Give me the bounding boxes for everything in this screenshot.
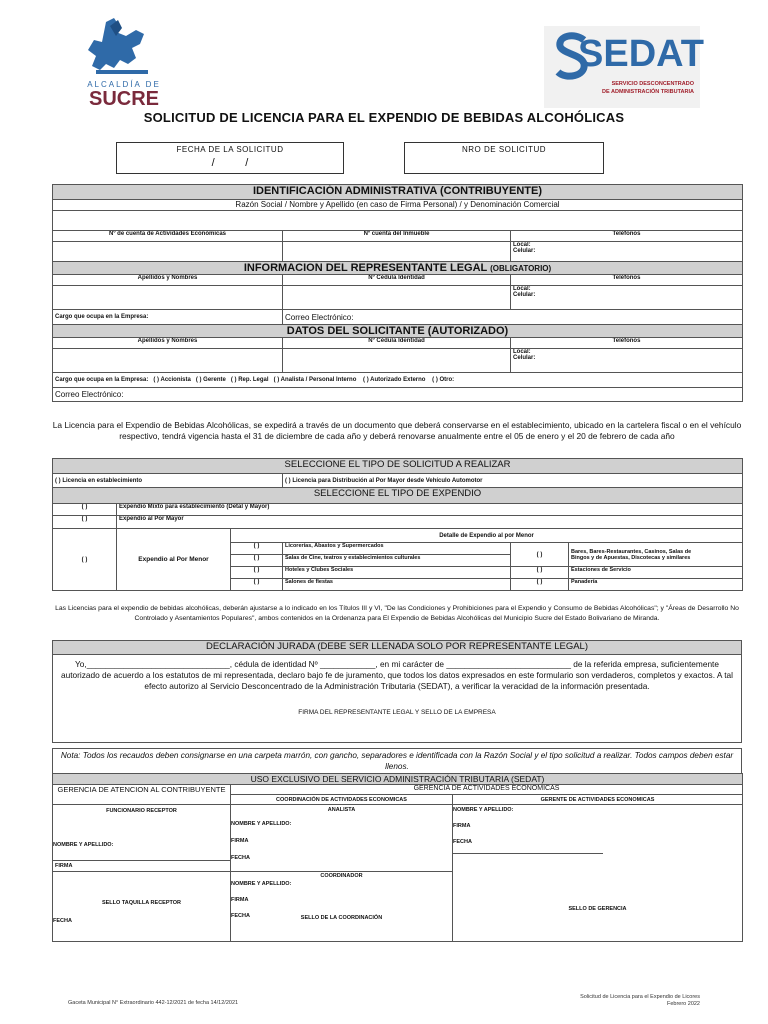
- fecha-value: / /: [211, 157, 249, 169]
- sol-apellidos-label: Apellidos y Nombres: [53, 338, 283, 349]
- rep-cedula-field[interactable]: [283, 286, 511, 310]
- salones-checkbox[interactable]: ( ): [231, 579, 283, 591]
- coordinador-cell[interactable]: [231, 872, 453, 942]
- sello-gerencia-label: SELLO DE GERENCIA: [568, 906, 627, 912]
- sec1-header: IDENTIFICACIÓN ADMINISTRATIVA (CONTRIBUYENTE): [53, 185, 743, 200]
- cuenta-eco-label: Nº de cuenta de Actividades Económicas: [53, 231, 283, 242]
- cargo-otro-option[interactable]: ( ) Otro:: [432, 377, 455, 383]
- logo-text-bottom: SUCRE: [88, 88, 159, 110]
- cargo-autorizado-option[interactable]: ( ) Autorizado Externo: [363, 377, 426, 383]
- estaciones-label: Estaciones de Servicio: [569, 567, 743, 579]
- cargo-accionista-option[interactable]: ( ) Accionista: [153, 377, 191, 383]
- sec7-header: USO EXCLUSIVO DEL SERVICIO ADMINISTRACIÓN TRIBUTARIA (SEDAT): [53, 774, 743, 785]
- licencia-establecimiento-option[interactable]: ( ) Licencia en establecimiento: [53, 474, 283, 488]
- mixto-label: Expendio Mixto para establecimiento (Detal y Mayor): [117, 504, 743, 516]
- sol-local-label: Local:: [513, 349, 531, 355]
- nro-solicitud-label: NRO DE SOLICITUD: [461, 145, 546, 154]
- mixto-checkbox[interactable]: ( ): [53, 504, 117, 516]
- rep-local-label: Local:: [513, 286, 531, 292]
- analista-nombre-label: NOMBRE Y APELLIDO:: [231, 821, 292, 827]
- rep-telefonos-label: Teléfonos: [511, 275, 743, 286]
- coordinador-firma-label: FIRMA: [231, 897, 249, 903]
- sol-correo-field[interactable]: Correo Electrónico:: [53, 388, 743, 402]
- estaciones-checkbox[interactable]: ( ): [511, 567, 569, 579]
- cuenta-eco-field[interactable]: [53, 242, 283, 262]
- sol-cedula-field[interactable]: [283, 349, 511, 373]
- hoteles-checkbox[interactable]: ( ): [231, 567, 283, 579]
- menor-label: Expendio al Por Menor: [117, 529, 231, 591]
- fecha-label: FECHA DE LA SOLICITUD: [176, 145, 284, 154]
- coordinador-fecha-label: FECHA: [231, 913, 250, 919]
- analista-label: ANALISTA: [327, 807, 356, 813]
- salas-label: Salas de Cine, teatros y establecimientos culturales: [283, 555, 511, 567]
- rep-correo-field[interactable]: Correo Electrónico:: [283, 310, 743, 325]
- coordinador-nombre-label: NOMBRE Y APELLIDO:: [231, 881, 292, 887]
- funcionario-firma-label: FIRMA: [53, 860, 230, 871]
- sec2-title: INFORMACION DEL REPRESENTANTE LEGAL: [243, 262, 488, 274]
- mayor-checkbox[interactable]: ( ): [53, 516, 117, 529]
- funcionario-label: FUNCIONARIO RECEPTOR: [106, 808, 177, 814]
- alcaldia-sucre-logo: [66, 14, 178, 114]
- taquilla-cell[interactable]: [53, 872, 231, 942]
- ordenanza-paragraph: Las Licencias para el expendio de bebidas alcohólicas, deberán ajustarse a lo indicado en los Títulos III y VI, "De las Condiciones y Prohibiciones para el Expendio y Consumo de Bebidas Alcohólicas"; y "Áreas de Desarrollo No Controlado y Asentamientos Populares", ambos contenidos en la Ordenanza para El Expendio de Bebidas Alcohólicas del Municipio Sucre del Estado Bolivariano de Miranda.: [55, 605, 739, 622]
- sol-telefonos-label: Teléfonos: [511, 338, 743, 349]
- gerente-act-label: GERENTE DE ACTIVIDADES ECONOMICAS: [453, 795, 743, 805]
- sedat-subtitle-1: SERVICIO DESCONCENTRADO: [611, 81, 694, 87]
- identificacion-table: [52, 184, 743, 402]
- rep-apellidos-label: Apellidos y Nombres: [53, 275, 283, 286]
- declaracion-text: Yo,_______________________________, cédula de identidad Nº ____________, en mi carácter de ___________________________ de la referida empresa, suficientemente autorizado de acuerdo a los estatutos de mi representada, declaro bajo fe de juramento, que todos los datos expresados en este formulario son verdaderos, completos y exactos. A tal efecto autorizo al Servicio Desconcentrado de la Administración Tributaria (SEDAT), a verificar la veracidad de la información presentada.: [61, 659, 733, 691]
- sedat-logo: [544, 26, 704, 108]
- gerencia-act-label: GERENCIA DE ACTIVIDADES ECONOMICAS: [231, 785, 743, 795]
- bares-label: [569, 543, 743, 567]
- mayor-label: Expendio al Por Mayor: [117, 516, 743, 529]
- footer-form-name: Solicitud de Licencia para el Expendio de Licores: [580, 994, 700, 1000]
- firma-representante-label: FIRMA DEL REPRESENTANTE LEGAL Y SELLO DE LA EMPRESA: [298, 709, 496, 716]
- sedat-subtitle-2: DE ADMINISTRACIÓN TRIBUTARIA: [602, 89, 694, 95]
- cargo-analista-option[interactable]: ( ) Analista / Personal Interno: [273, 377, 357, 383]
- nota-box: Nota: Todos los recaudos deben consignarse en una carpeta marrón, con gancho, separadores e identificada con la Razón Social y el tipo solicitud a realizar. Todos campos deben estar llenos.: [52, 748, 742, 775]
- gerente-fecha-label: FECHA: [453, 839, 603, 854]
- sec2-header: [53, 262, 743, 275]
- sedat-logo-text: SEDAT: [578, 33, 704, 75]
- panaderia-label: Panadería: [569, 579, 743, 591]
- footer-gaceta: Gaceta Municipal N° Extraordinario 442-12/2021 de fecha 14/12/2021: [68, 1000, 239, 1006]
- gerente-cell[interactable]: [453, 805, 743, 942]
- bares-checkbox[interactable]: ( ): [511, 543, 569, 567]
- hoteles-label: Hoteles y Clubes Sociales: [283, 567, 511, 579]
- gerente-firma-label: FIRMA: [453, 823, 471, 829]
- sol-celular-label: Celular:: [513, 355, 536, 361]
- panaderia-checkbox[interactable]: ( ): [511, 579, 569, 591]
- cargo-rep-legal-option[interactable]: ( ) Rep. Legal: [230, 377, 269, 383]
- bares-line1: Bares, Bares-Restaurantes, Casinos, Salas de: [571, 548, 692, 555]
- razon-field[interactable]: [53, 211, 743, 231]
- nro-solicitud-box[interactable]: [404, 142, 604, 174]
- cuenta-inm-field[interactable]: [283, 242, 511, 262]
- rep-cargo-field[interactable]: Cargo que ocupa en la Empresa:: [53, 310, 283, 325]
- sec3-header: DATOS DEL SOLICITANTE (AUTORIZADO): [53, 325, 743, 338]
- sol-telefono-field[interactable]: [511, 349, 743, 373]
- telefono-field[interactable]: [511, 242, 743, 262]
- funcionario-cell[interactable]: [53, 805, 231, 872]
- sec5-header: SELECCIONE EL TIPO DE EXPENDIO: [53, 488, 743, 504]
- licencia-distribucion-option[interactable]: ( ) Licencia para Distribución al Por Mayor desde Vehículo Automotor: [283, 474, 743, 488]
- sol-cargo-row: [53, 373, 743, 388]
- declaracion-body[interactable]: [53, 655, 742, 743]
- tipo-solicitud-table: [52, 458, 743, 591]
- local-label: Local:: [513, 242, 531, 248]
- rep-cedula-label: Nº Cédula Identidad: [283, 275, 511, 286]
- page-title: SOLICITUD DE LICENCIA PARA EL EXPENDIO DE BEBIDAS ALCOHÓLICAS: [143, 110, 625, 125]
- footer-date: Febrero 2022: [666, 1001, 700, 1007]
- sello-coordinacion-label: SELLO DE LA COORDINACIÓN: [300, 915, 383, 921]
- cargo-gerente-option[interactable]: ( ) Gerente: [195, 377, 226, 383]
- salones-label: Salones de fiestas: [283, 579, 511, 591]
- sello-taquilla-label: SELLO TAQUILLA RECEPTOR: [101, 900, 182, 906]
- taquilla-fecha-label: FECHA: [53, 918, 72, 924]
- bares-line2: Bingos y de Apuestas, Discotecas y similares: [571, 554, 691, 561]
- licorerias-checkbox[interactable]: ( ): [231, 543, 283, 555]
- sec2-obligatorio: (OBLIGATORIO): [490, 264, 552, 273]
- coord-act-label: COORDINACIÓN DE ACTIVIDADES ECONOMICAS: [231, 795, 453, 805]
- gerencia-atencion-label: GERENCIA DE ATENCION AL CONTRIBUYENTE: [53, 785, 231, 805]
- salas-checkbox[interactable]: ( ): [231, 555, 283, 567]
- uso-exclusivo-table: [52, 773, 743, 942]
- licorerias-label: Licorerías, Abastos y Supermercados: [283, 543, 511, 555]
- vigencia-paragraph: La Licencia para el Expendio de Bebidas Alcohólicas, se expedirá a través de un documento que deberá conservarse en el establecimiento, ubicado en la cartelera fiscal o en el vehículo respectivo, tendrá vigencia hasta el 31 de diciembre de cada año y deberá renovarse anualmente entre el 05 de enero y el 20 de febrero de cada año: [52, 420, 742, 441]
- cuenta-inm-label: Nº cuenta del Inmueble: [283, 231, 511, 242]
- detalle-label: Detalle de Expendio al por Menor: [231, 529, 743, 543]
- sec4-header: SELECCIONE EL TIPO DE SOLICITUD A REALIZAR: [53, 459, 743, 474]
- menor-checkbox[interactable]: ( ): [53, 529, 117, 591]
- sol-cedula-label: Nº Cédula Identidad: [283, 338, 511, 349]
- coordinador-label: COORDINADOR: [320, 873, 363, 879]
- sol-cargo-label: Cargo que ocupa en la Empresa:: [55, 377, 149, 383]
- rep-telefono-field[interactable]: [511, 286, 743, 310]
- sol-apellidos-field[interactable]: [53, 349, 283, 373]
- analista-fecha-label: FECHA: [231, 855, 250, 861]
- analista-firma-label: FIRMA: [231, 838, 249, 844]
- sec6-header: DECLARACIÓN JURADA (DEBE SER LLENADA SOLO POR REPRESENTANTE LEGAL): [53, 641, 742, 655]
- analista-cell[interactable]: [231, 805, 453, 872]
- celular-label: Celular:: [513, 248, 536, 254]
- gerente-nombre-label: NOMBRE Y APELLIDO:: [453, 807, 514, 813]
- funcionario-nombre-label: NOMBRE Y APELLIDO:: [53, 842, 114, 848]
- rep-celular-label: Celular:: [513, 292, 536, 298]
- logo-text-top: ALCALDÍA DE: [87, 80, 161, 89]
- razon-label: Razón Social / Nombre y Apellido (en caso de Firma Personal) / y Denominación Comercial: [53, 200, 743, 211]
- telefonos-label: Teléfonos: [511, 231, 743, 242]
- fecha-box[interactable]: [116, 142, 344, 174]
- declaracion-table: [52, 640, 742, 743]
- rep-apellidos-field[interactable]: [53, 286, 283, 310]
